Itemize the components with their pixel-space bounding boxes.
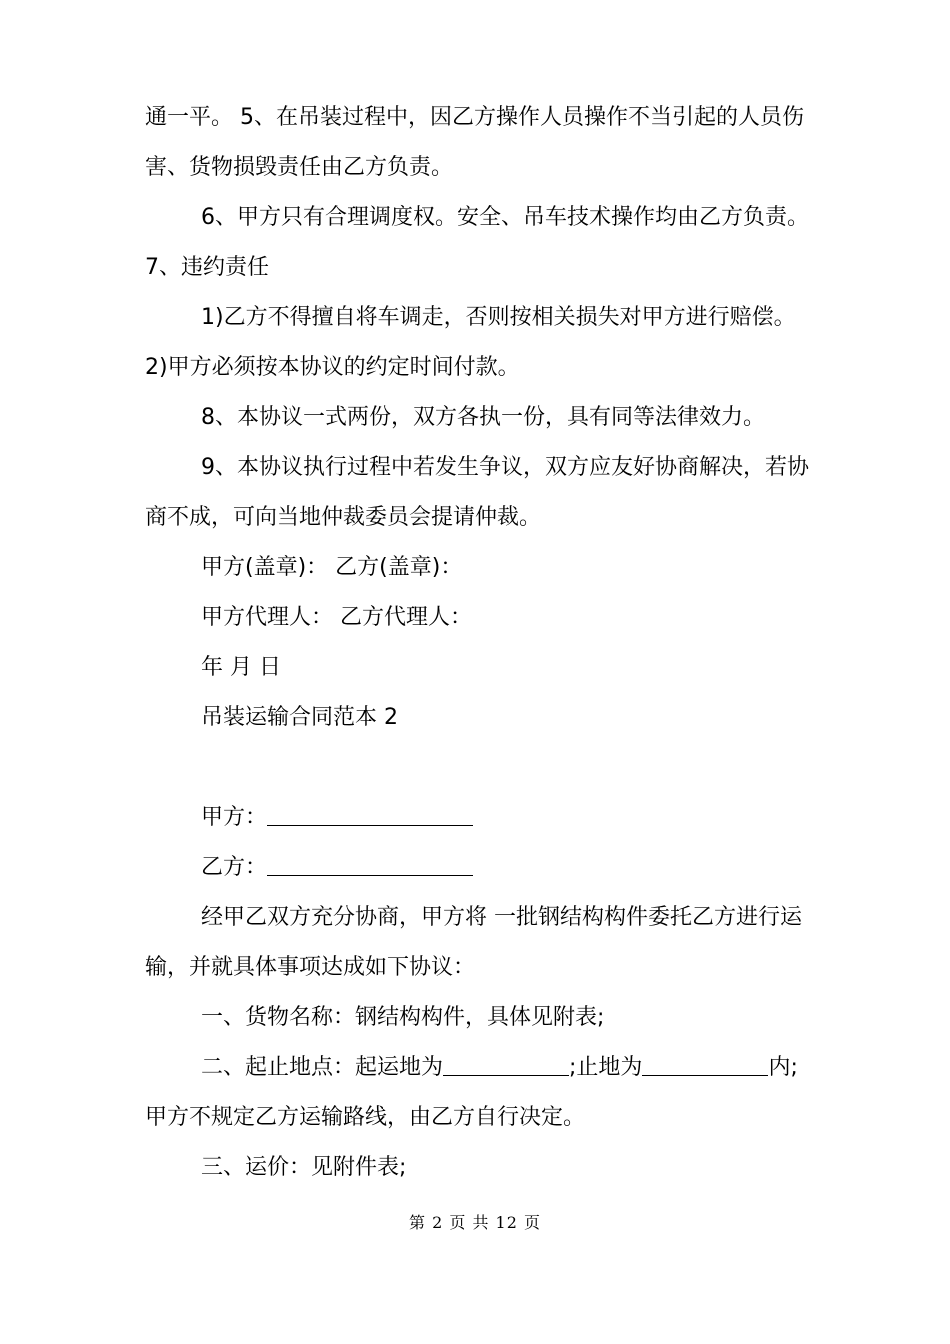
origin-blank — [443, 1055, 569, 1076]
party-b-line — [145, 843, 810, 893]
party-b-label: 乙方： — [201, 855, 268, 880]
paragraph-locations — [145, 1043, 810, 1093]
page-number-footer: 第 2 页 共 12 页 — [409, 1213, 541, 1232]
paragraph-goods-name: 一、货物名称：钢结构构件，具体见附表; — [201, 1005, 605, 1030]
paragraph-agent-line: 甲方代理人： 乙方代理人： — [201, 605, 472, 630]
paragraph-clause-6: 6、甲方只有合理调度权。安全、吊车技术操作均由乙方负责。 — [201, 205, 809, 230]
paragraph-agreement-intro: 经甲乙双方充分协商，甲方将 一批钢结构构件委托乙方进行运输，并就具体事项达成如下协议： — [145, 905, 802, 980]
paragraph-freight-rate: 三、运价：见附件表; — [201, 1155, 407, 1180]
paragraph-route: 甲方不规定乙方运输路线，由乙方自行决定。 — [145, 1105, 586, 1130]
paragraph-clause-9: 9、本协议执行过程中若发生争议，双方应友好协商解决，若协商不成，可向当地仲裁委员会提请仲裁。 — [145, 455, 809, 530]
paragraph-date-line: 年 月 日 — [201, 655, 281, 680]
document-body — [145, 93, 810, 1193]
blank-spacer — [145, 743, 810, 793]
paragraph-clause-5: 通一平。 5、在吊装过程中，因乙方操作人员操作不当引起的人员伤害、货物损毁责任由乙方负责。 — [145, 105, 804, 180]
paragraph-seal-line: 甲方(盖章)： 乙方(盖章)： — [201, 555, 463, 580]
party-a-blank — [267, 805, 473, 826]
contract-title-2: 吊装运输合同范本 2 — [201, 705, 398, 730]
locations-start-label: 二、起止地点：起运地为 — [201, 1055, 444, 1080]
party-b-blank — [267, 855, 473, 876]
destination-blank — [642, 1055, 768, 1076]
locations-suffix: 内; — [768, 1055, 798, 1080]
paragraph-clause-7-heading: 7、违约责任 — [145, 255, 269, 280]
party-a-label: 甲方： — [201, 805, 268, 830]
paragraph-liability: 1)乙方不得擅自将车调走，否则按相关损失对甲方进行赔偿。2)甲方必须按本协议的约定时间付款。 — [145, 305, 796, 380]
party-a-line — [145, 793, 810, 843]
paragraph-clause-8: 8、本协议一式两份，双方各执一份，具有同等法律效力。 — [201, 405, 765, 430]
locations-end-label: ;止地为 — [569, 1055, 643, 1080]
